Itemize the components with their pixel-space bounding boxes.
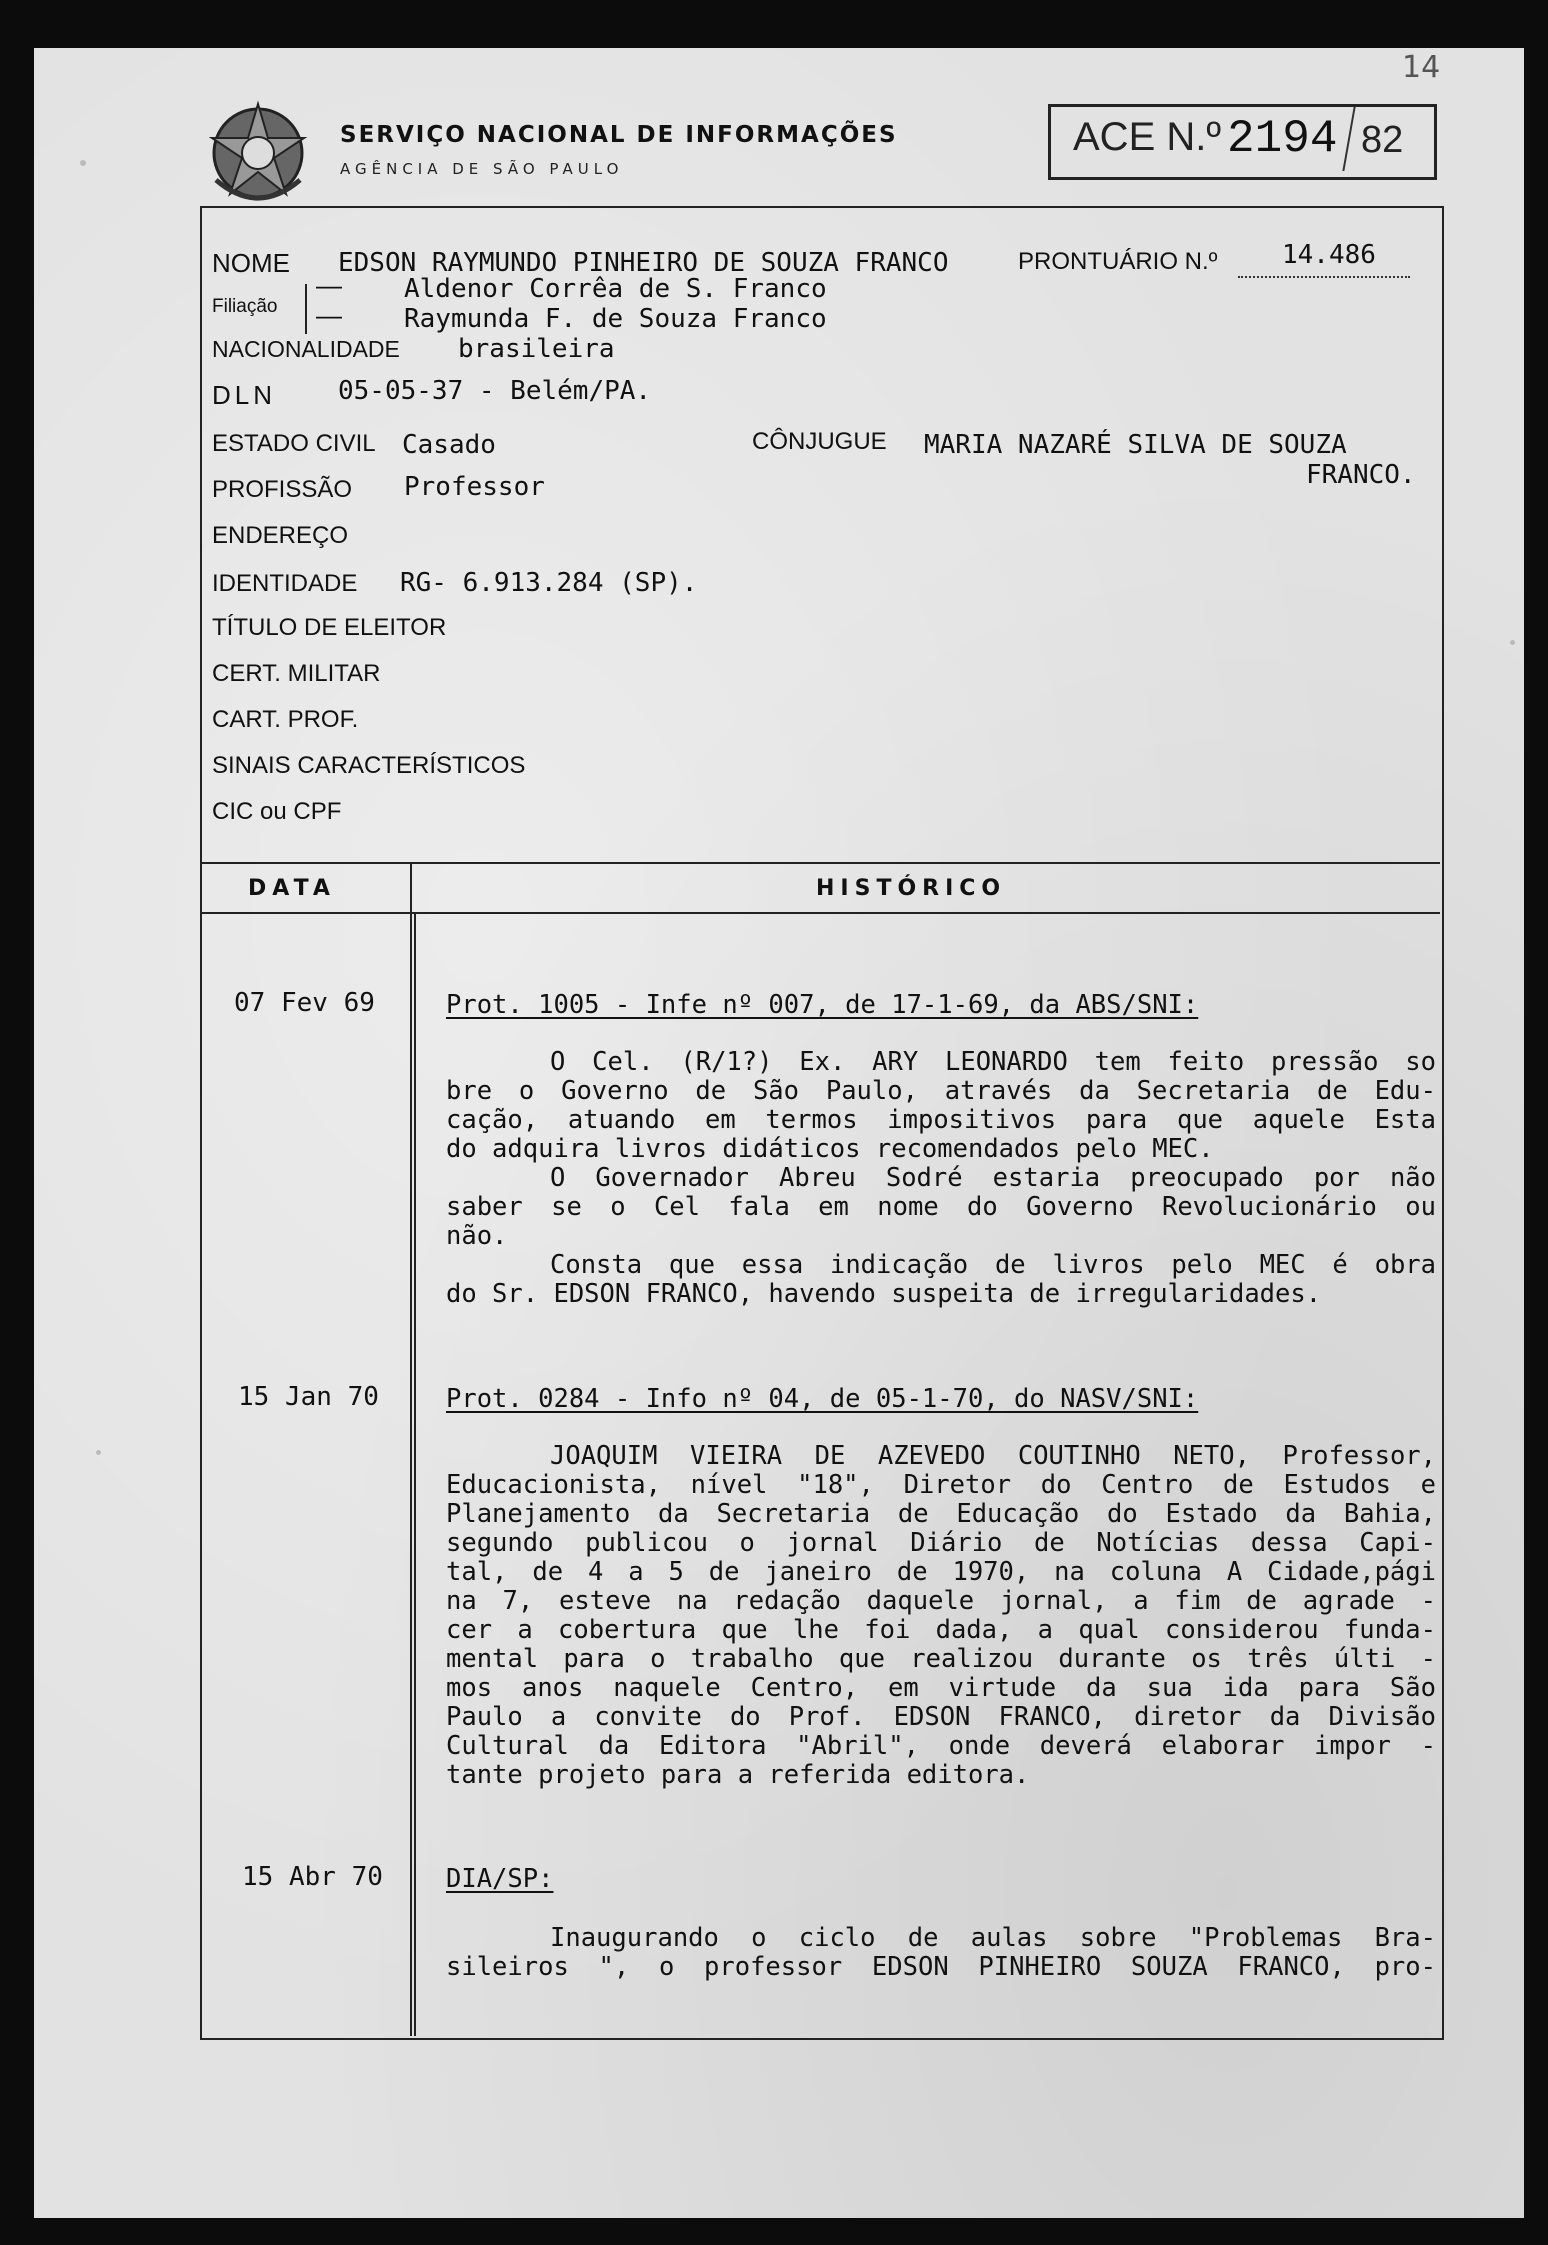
identidade-label: IDENTIDADE bbox=[212, 570, 358, 597]
entry-line: O Cel. (R/1?) Ex. ARY LEONARDO tem feito pressão so bbox=[550, 1048, 1436, 1077]
entry-line: cação, atuando em termos impositivos para que aquele Esta bbox=[446, 1106, 1436, 1135]
filiacao-dash-1: — bbox=[316, 270, 342, 300]
ace-number: 2194 bbox=[1227, 113, 1338, 165]
profissao-label: PROFISSÃO bbox=[212, 476, 353, 503]
dln-label: DLN bbox=[212, 380, 277, 410]
col-header-historico: HISTÓRICO bbox=[816, 876, 1007, 901]
estado-civil-value: Casado bbox=[402, 430, 496, 460]
entry-2-body bbox=[446, 1442, 1436, 1790]
page-number: 14 bbox=[1402, 50, 1441, 85]
filiacao-bracket bbox=[305, 284, 307, 334]
conjugue-value-line1: MARIA NAZARÉ SILVA DE SOUZA bbox=[924, 430, 1347, 460]
ace-year: 82 bbox=[1361, 119, 1404, 161]
cert-militar-label: CERT. MILITAR bbox=[212, 660, 381, 687]
titulo-eleitor-label: TÍTULO DE ELEITOR bbox=[212, 614, 447, 641]
entry-line: O Governador Abreu Sodré estaria preocupado por não bbox=[550, 1164, 1436, 1193]
filiacao-dash-2: — bbox=[316, 300, 342, 330]
entry-line: não. bbox=[446, 1222, 508, 1251]
entry-line: Consta que essa indicação de livros pelo MEC é obra bbox=[550, 1251, 1436, 1280]
agency-name: SERVIÇO NACIONAL DE INFORMAÇÕES bbox=[340, 122, 898, 148]
filiacao-label: Filiação bbox=[212, 296, 278, 317]
entry-line: do Sr. EDSON FRANCO, havendo suspeita de irregularidades. bbox=[446, 1280, 1322, 1309]
entry-line: sileiros ", o professor EDSON PINHEIRO SOUZA FRANCO, pro- bbox=[446, 1953, 1436, 1982]
filiacao-pai: Aldenor Corrêa de S. Franco bbox=[404, 274, 827, 304]
prontuario-label: PRONTUÁRIO N.º bbox=[1018, 248, 1218, 275]
entry-line: mos anos naquele Centro, em virtude da sua ida para São bbox=[446, 1674, 1436, 1703]
entry-line: Cultural da Editora "Abril", onde deverá elaborar impor - bbox=[446, 1732, 1436, 1761]
nome-value: EDSON RAYMUNDO PINHEIRO DE SOUZA FRANCO bbox=[338, 248, 949, 278]
dln-value: 05-05-37 - Belém/PA. bbox=[338, 376, 652, 406]
entry-line: bre o Governo de São Paulo, através da Secretaria de Edu- bbox=[446, 1077, 1436, 1106]
estado-civil-label: ESTADO CIVIL bbox=[212, 430, 376, 457]
conjugue-label: CÔNJUGUE bbox=[752, 428, 887, 455]
endereco-label: ENDEREÇO bbox=[212, 522, 349, 549]
ace-label: ACE N.º bbox=[1073, 115, 1221, 159]
cic-cpf-label: CIC ou CPF bbox=[212, 798, 342, 825]
entry-line: Inaugurando o ciclo de aulas sobre "Problemas Bra- bbox=[550, 1924, 1436, 1953]
cart-prof-label: CART. PROF. bbox=[212, 706, 359, 733]
ace-slash bbox=[1342, 107, 1355, 171]
entry-2-heading: Prot. 0284 - Info nº 04, de 05-1-70, do NASV/SNI: bbox=[446, 1384, 1199, 1414]
entry-line: Educacionista, nível "18", Diretor do Centro de Estudos e bbox=[446, 1471, 1436, 1500]
entry-line: Planejamento da Secretaria de Educação do Estado da Bahia, bbox=[446, 1500, 1436, 1529]
coat-of-arms-seal bbox=[202, 98, 314, 208]
table-header-rule bbox=[200, 912, 1440, 914]
sinais-label: SINAIS CARACTERÍSTICOS bbox=[212, 752, 526, 779]
prontuario-dotline bbox=[1238, 276, 1410, 278]
prontuario-value: 14.486 bbox=[1282, 240, 1376, 270]
entry-line: saber se o Cel fala em nome do Governo Revolucionário ou bbox=[446, 1193, 1436, 1222]
scan-speck bbox=[80, 160, 86, 166]
profissao-value: Professor bbox=[404, 472, 545, 502]
scan-speck bbox=[96, 1450, 101, 1455]
entry-line: do adquira livros didáticos recomendados pelo MEC. bbox=[446, 1135, 1214, 1164]
entry-1-heading: Prot. 1005 - Infe nº 007, de 17-1-69, da ABS/SNI: bbox=[446, 990, 1199, 1020]
scan-speck bbox=[1510, 640, 1515, 645]
entry-2-date: 15 Jan 70 bbox=[238, 1382, 379, 1412]
conjugue-value-line2: FRANCO. bbox=[1306, 460, 1416, 490]
entry-3-body bbox=[446, 1924, 1436, 1982]
entry-line: tal, de 4 a 5 de janeiro de 1970, na coluna A Cidade,pági bbox=[446, 1558, 1436, 1587]
date-column-rule bbox=[410, 862, 412, 2036]
entry-line: mental para o trabalho que realizou durante os três últi - bbox=[446, 1645, 1436, 1674]
nome-label: NOME bbox=[212, 248, 290, 278]
col-header-data: DATA bbox=[248, 876, 336, 901]
entry-3-date: 15 Abr 70 bbox=[242, 1862, 383, 1892]
nacionalidade-value: brasileira bbox=[458, 334, 615, 364]
entry-line: tante projeto para a referida editora. bbox=[446, 1761, 1030, 1790]
entry-3-heading: DIA/SP: bbox=[446, 1864, 554, 1894]
entry-1-date: 07 Fev 69 bbox=[234, 988, 375, 1018]
entry-line: cer a cobertura que lhe foi dada, a qual considerou funda- bbox=[446, 1616, 1436, 1645]
filiacao-mae: Raymunda F. de Souza Franco bbox=[404, 304, 827, 334]
entry-1-body bbox=[446, 1048, 1436, 1309]
table-top-rule bbox=[200, 862, 1440, 864]
entry-line: na 7, esteve na redação daquele jornal, a fim de agrade - bbox=[446, 1587, 1436, 1616]
nacionalidade-label: NACIONALIDADE bbox=[212, 336, 400, 362]
entry-line: JOAQUIM VIEIRA DE AZEVEDO COUTINHO NETO, Professor, bbox=[550, 1442, 1436, 1471]
agency-subtitle: AGÊNCIA DE SÃO PAULO bbox=[340, 160, 624, 178]
identidade-value: RG- 6.913.284 (SP). bbox=[400, 568, 698, 598]
date-column-rule-inner bbox=[414, 912, 416, 2036]
entry-line: Paulo a convite do Prof. EDSON FRANCO, diretor da Divisão bbox=[446, 1703, 1436, 1732]
entry-line: segundo publicou o jornal Diário de Notícias dessa Capi- bbox=[446, 1529, 1436, 1558]
ace-number-box bbox=[1048, 104, 1437, 180]
